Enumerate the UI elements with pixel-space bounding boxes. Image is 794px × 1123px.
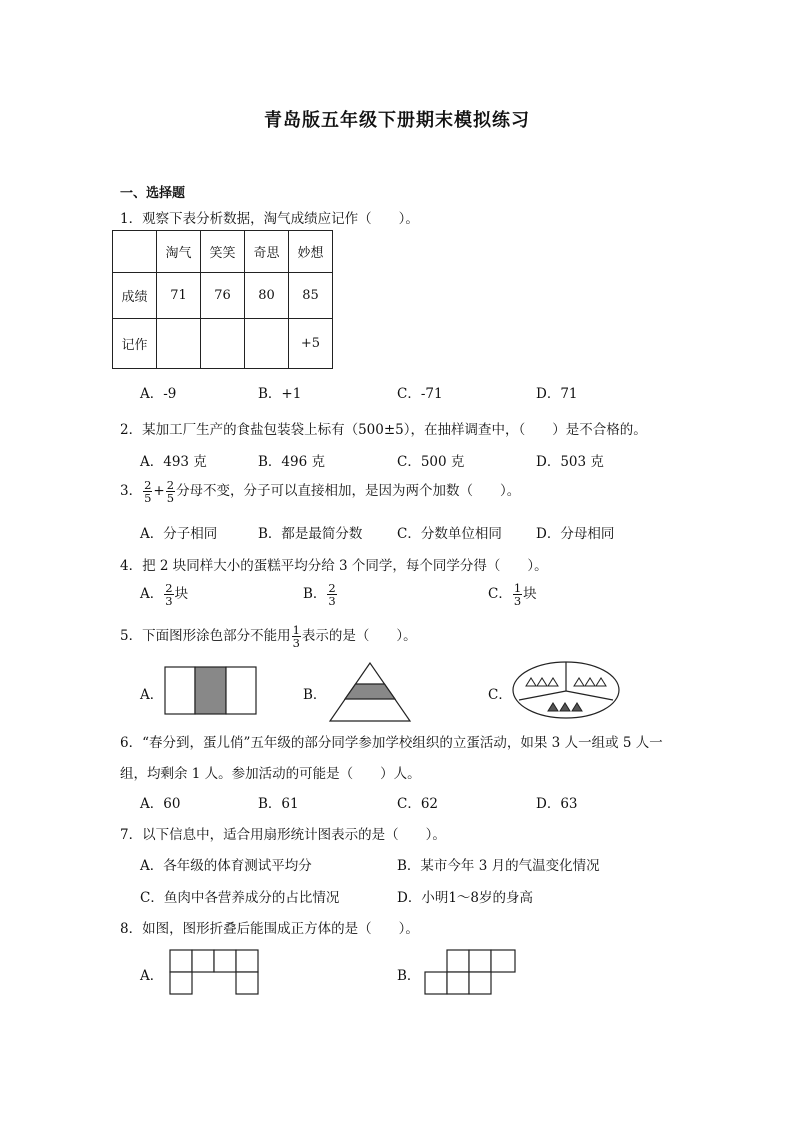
fraction-numerator: 1 (292, 623, 300, 637)
net-square (170, 972, 192, 994)
q2-option-b[interactable]: B．496 克 (258, 454, 325, 470)
fraction-denominator: 5 (144, 491, 152, 505)
option-label: B． (303, 586, 327, 602)
table-cell (113, 231, 157, 273)
score-table (112, 230, 333, 369)
q1-option-b[interactable]: B．+1 (258, 386, 302, 402)
q7-option-c[interactable]: C．鱼肉中各营养成分的占比情况 (140, 890, 340, 906)
fraction-denominator: 3 (165, 594, 173, 608)
q7-option-b[interactable]: B．某市今年 3 月的气温变化情况 (397, 858, 600, 874)
net-square (447, 950, 469, 972)
net-square (491, 950, 515, 972)
question-7-text: 7．以下信息中，适合用扇形统计图表示的是（ ）。 (120, 827, 446, 843)
rectangle-figure (164, 666, 258, 716)
q2-option-a[interactable]: A．493 克 (140, 454, 207, 470)
fraction-numerator: 2 (328, 581, 336, 595)
net-square (170, 950, 192, 972)
fraction-numerator: 2 (144, 478, 152, 492)
q4-option-c[interactable] (488, 582, 537, 607)
table-cell: 记作 (113, 319, 157, 369)
question-6-line-1: 6．“春分到，蛋儿俏”五年级的部分同学参加学校组织的立蛋活动，如果 3 人一组或 5 人一 (120, 735, 663, 751)
ellipse-figure (511, 660, 621, 720)
q3-option-c[interactable]: C．分数单位相同 (397, 526, 502, 542)
q7-option-d[interactable]: D．小明1～8岁的身高 (397, 890, 534, 906)
q8-option-a-label[interactable]: A． (140, 968, 164, 984)
option-unit: 块 (523, 586, 537, 602)
option-unit: 块 (174, 586, 189, 602)
net-square (236, 950, 258, 972)
table-cell: +5 (289, 319, 333, 369)
q5-option-a-label[interactable]: A． (140, 687, 164, 703)
question-8-text: 8．如图，图形折叠后能围成正方体的是（ ）。 (120, 921, 419, 937)
q4-option-b[interactable] (303, 582, 338, 607)
q3-option-b[interactable]: B．都是最简分数 (258, 526, 363, 542)
rect-part (226, 667, 256, 714)
cube-net-a (169, 949, 261, 997)
table-cell (245, 319, 289, 369)
net-square (469, 972, 491, 994)
table-cell: 奇思 (245, 231, 289, 273)
table-cell: 成绩 (113, 273, 157, 319)
net-square (469, 950, 491, 972)
q2-option-d[interactable]: D．503 克 (536, 454, 604, 470)
fraction-denominator: 3 (292, 636, 300, 650)
net-square (447, 972, 469, 994)
option-label: C． (488, 586, 512, 602)
fraction-numerator: 1 (513, 581, 522, 595)
fraction-denominator: 3 (328, 594, 336, 608)
rect-part (165, 667, 195, 714)
table-cell: 妙想 (289, 231, 333, 273)
fraction-denominator: 3 (513, 594, 522, 608)
rect-part-shaded (195, 667, 226, 714)
net-square (425, 972, 447, 994)
table-cell (201, 319, 245, 369)
fraction-denominator: 5 (166, 491, 175, 505)
question-5-text (120, 624, 417, 649)
fraction (292, 624, 301, 649)
section-heading: 一、选择题 (120, 186, 186, 201)
q8-option-b-label[interactable]: B． (397, 968, 421, 984)
table-cell: 淘气 (157, 231, 201, 273)
question-1-text: 1．观察下表分析数据，淘气成绩应记作（ ）。 (120, 211, 419, 227)
fraction (164, 582, 173, 607)
fraction (143, 479, 152, 504)
triangle-shaded-band (345, 684, 395, 699)
net-square (192, 950, 214, 972)
net-square (214, 950, 236, 972)
q6-option-a[interactable]: A．60 (140, 796, 181, 812)
q5-prefix: 5．下面图形涂色部分不能用 (120, 628, 291, 644)
table-cell (157, 319, 201, 369)
table-cell: 71 (157, 273, 201, 319)
q3-option-a[interactable]: A．分子相同 (140, 526, 218, 542)
q5-option-c-label[interactable]: C． (488, 687, 512, 703)
net-square (236, 972, 258, 994)
q6-option-b[interactable]: B．61 (258, 796, 299, 812)
q3-option-d[interactable]: D．分母相同 (536, 526, 615, 542)
table-cell: 76 (201, 273, 245, 319)
cube-net-b (424, 949, 518, 997)
question-6-line-2: 组，均剩余 1 人。参加活动的可能是（ ）人。 (120, 766, 421, 782)
fraction (166, 479, 175, 504)
q3-suffix: 分母不变，分子可以直接相加，是因为两个加数（ ）。 (176, 483, 521, 499)
table-cell: 85 (289, 273, 333, 319)
q6-option-c[interactable]: C．62 (397, 796, 439, 812)
fraction-numerator: 2 (165, 581, 173, 595)
page-title: 青岛版五年级下册期末模拟练习 (264, 110, 530, 131)
q1-option-c[interactable]: C．-71 (397, 386, 443, 402)
option-label: A． (140, 586, 164, 602)
q4-option-a[interactable] (140, 582, 188, 607)
q7-option-a[interactable]: A．各年级的体育测试平均分 (140, 858, 312, 874)
table-cell: 80 (245, 273, 289, 319)
q6-option-d[interactable]: D．63 (536, 796, 578, 812)
triangle-figure (328, 661, 412, 723)
q1-option-d[interactable]: D．71 (536, 386, 578, 402)
fraction-numerator: 2 (166, 478, 175, 492)
table-cell: 笑笑 (201, 231, 245, 273)
fraction (513, 582, 522, 607)
fraction (327, 582, 336, 607)
question-2-text: 2．某加工厂生产的食盐包装袋上标有（500±5），在抽样调查中，（ ）是不合格的。 (120, 422, 647, 438)
q1-option-a[interactable]: A．-9 (140, 386, 177, 402)
q5-suffix: 表示的是（ ）。 (301, 628, 417, 644)
q2-option-c[interactable]: C．500 克 (397, 454, 465, 470)
question-4-text: 4．把 2 块同样大小的蛋糕平均分给 3 个同学，每个同学分得（ ）。 (120, 558, 548, 574)
q3-prefix: 3． (120, 483, 143, 499)
question-3-text (120, 479, 520, 504)
q5-option-b-label[interactable]: B． (303, 687, 327, 703)
plus-sign: + (153, 483, 165, 499)
